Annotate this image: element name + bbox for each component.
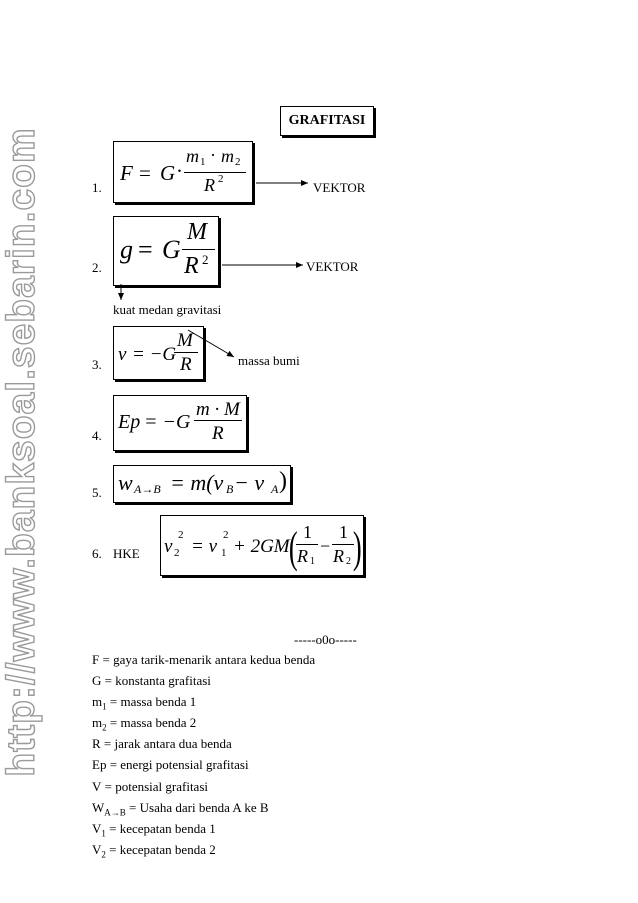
f2-exp: 2	[202, 252, 209, 267]
f6-sub1: 1	[221, 547, 227, 559]
f6-one-a: 1	[303, 522, 312, 542]
f1-m1: m	[186, 146, 199, 166]
f5-close: )	[279, 468, 287, 494]
f1-m2: m	[221, 146, 234, 166]
f2-num: M	[187, 219, 207, 245]
label-vektor-1: VEKTOR	[313, 180, 366, 195]
legend-row	[92, 652, 315, 673]
legend-text: = jarak antara dua benda	[100, 736, 232, 752]
legend-row	[92, 673, 315, 694]
legend-symbol: F	[92, 652, 100, 667]
f6-exp2a: 2	[178, 529, 184, 541]
legend-text: = energi potensial grafitasi	[106, 757, 249, 773]
legend-sub: 2	[102, 722, 107, 733]
f5-eq: = m(v	[170, 470, 224, 495]
f6-r1sub: 1	[310, 556, 315, 567]
legend-sub: 1	[102, 701, 107, 712]
f1-dot: ·	[176, 159, 183, 183]
legend-row	[92, 800, 315, 821]
legend-row	[92, 821, 315, 842]
legend-symbol: Ep	[92, 757, 107, 773]
item-number-2: 2.	[92, 260, 102, 275]
f1-sub1: 1	[200, 156, 206, 168]
legend-row	[92, 779, 315, 800]
f1-sub2: 2	[235, 156, 241, 168]
legend-symbol: R	[92, 736, 101, 752]
legend-text: = massa benda 1	[106, 694, 197, 710]
item-number-3: 3.	[92, 357, 102, 372]
f6-exp2b: 2	[223, 529, 229, 541]
f1-g: G	[160, 161, 176, 185]
legend-row	[92, 715, 315, 736]
legend-symbol: V	[92, 841, 102, 857]
f4-lhs: Ep	[118, 411, 141, 433]
label-vektor-2: VEKTOR	[306, 259, 359, 274]
f6-R1: R	[297, 546, 308, 566]
f2-g: G	[162, 235, 181, 264]
legend-symbol: V	[92, 778, 102, 794]
f2-lhs: g	[120, 235, 133, 264]
f1-eq: =	[139, 161, 151, 185]
f1-den: R	[204, 175, 215, 195]
f6-one-b: 1	[339, 522, 348, 542]
f6-mid: + 2GM	[233, 536, 290, 557]
f6-r2sub: 2	[346, 556, 351, 567]
legend-symbol: W	[92, 799, 105, 815]
f2-den: R	[184, 253, 199, 279]
page-title: GRAFITASI	[280, 106, 374, 136]
f5-sub: A→B	[134, 482, 161, 496]
f5-minus: − v	[234, 470, 265, 495]
legend-sub: A→B	[104, 807, 126, 818]
legend-row	[92, 736, 315, 757]
f4-eq: = −G	[144, 411, 191, 433]
legend-text: = massa benda 2	[106, 715, 197, 731]
symbol-legend	[92, 652, 315, 863]
f6-close-paren: )	[352, 523, 362, 572]
legend-text: = konstanta grafitasi	[101, 673, 211, 689]
legend-row	[92, 694, 315, 715]
f3-lhs: v	[118, 344, 127, 365]
legend-text: = gaya tarik-menarik antara kedua benda	[99, 652, 316, 667]
f6-eq: = v	[191, 536, 218, 557]
legend-text: = kecepatan benda 1	[105, 820, 216, 836]
item-label-hke: HKE	[113, 546, 140, 561]
legend-text: = Usaha dari benda A ke B	[125, 799, 269, 815]
f1-exp: 2	[218, 173, 224, 185]
legend-row	[92, 842, 315, 863]
f5-lhs: w	[118, 470, 133, 495]
item-number-4: 4.	[92, 428, 102, 443]
f6-lhs: v	[164, 536, 173, 557]
separator: -----o0o-----	[294, 632, 357, 647]
f5-subA: A	[271, 482, 279, 496]
legend-symbol: m	[92, 715, 103, 731]
f3-eq: = −G	[132, 344, 177, 365]
item-number-5: 5.	[92, 485, 102, 500]
label-kuat-medan: kuat medan gravitasi	[113, 302, 222, 317]
f1-lhs: F	[120, 161, 133, 185]
f2-eq: =	[138, 235, 153, 264]
item-number-6: 6.	[92, 546, 102, 561]
legend-symbol: m	[92, 694, 103, 710]
item-number-1: 1.	[92, 180, 102, 195]
f6-minus: −	[320, 536, 331, 556]
f3-den: R	[180, 354, 192, 375]
f5-subB: B	[226, 482, 234, 496]
watermark-url: http://www.banksoal.sebarin.com	[0, 127, 43, 777]
legend-sub: 2	[101, 849, 106, 860]
f3-num: M	[177, 330, 193, 351]
legend-text: = kecepatan benda 2	[105, 841, 216, 857]
label-massa-bumi: massa bumi	[238, 353, 300, 368]
f6-sub2: 2	[174, 547, 180, 559]
legend-symbol: G	[92, 673, 102, 689]
f4-num: m · M	[196, 399, 240, 420]
legend-sub: 1	[101, 828, 106, 839]
legend-row	[92, 757, 315, 778]
legend-symbol: V	[92, 820, 102, 836]
f1-cdot: ·	[210, 145, 216, 165]
f6-open-paren: (	[288, 523, 298, 572]
arrow-massa-bumi	[188, 330, 234, 357]
f4-den: R	[212, 423, 224, 444]
f6-R2: R	[333, 546, 344, 566]
legend-text: = potensial grafitasi	[101, 778, 208, 794]
